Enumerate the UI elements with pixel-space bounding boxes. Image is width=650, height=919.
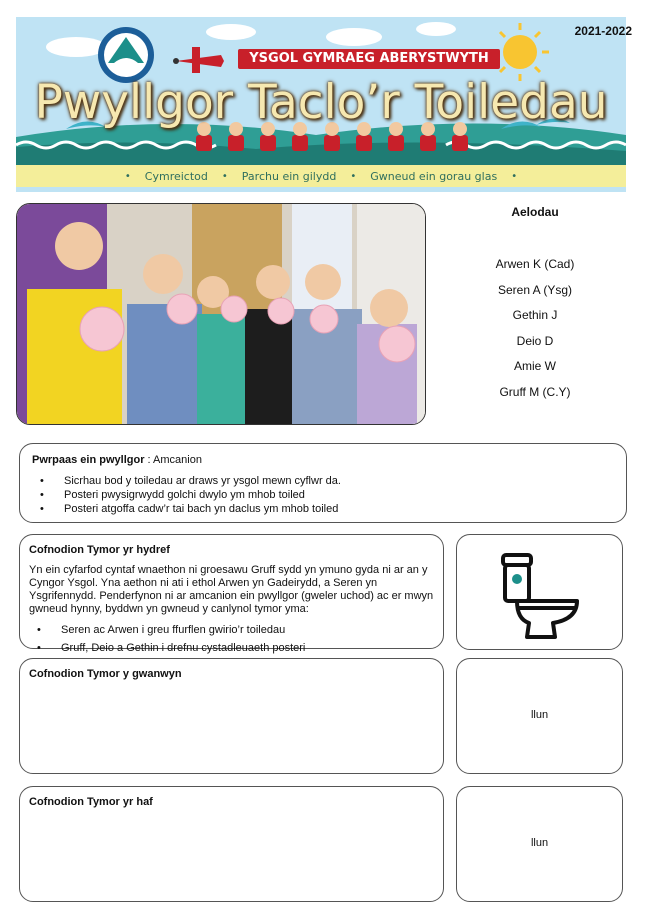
member-item: Gethin J <box>512 308 558 322</box>
autumn-list <box>29 624 434 654</box>
school-name-ribbon: YSGOL GYMRAEG ABERYSTWYTH <box>238 49 500 69</box>
spring-notes-box <box>19 658 444 774</box>
summer-heading: Cofnodion Tymor yr haf <box>29 796 153 808</box>
list-item: • Seren ac Arwen i greu ffurflen gwirio’r toiledau <box>29 624 434 636</box>
list-item: • Posteri pwysigrwydd golchi dwylo ym mhob toiled <box>32 488 614 502</box>
school-year: 2021-2022 <box>574 24 632 38</box>
member-item: Seren A (Ysg) <box>497 282 573 297</box>
toilet-icon <box>457 535 624 651</box>
picture-label: llun <box>530 837 549 849</box>
spring-picture-box <box>456 658 623 774</box>
member-item: Amie W <box>514 359 556 373</box>
value-respect: Parchu ein gilydd <box>241 169 337 183</box>
toilet-picture-box <box>456 534 623 650</box>
page-title: Pwyllgor Taclo’r Toiledau <box>34 75 608 130</box>
value-best-effort: Gwneud ein gorau glas <box>370 169 498 183</box>
purpose-subtitle: Amcanion <box>153 454 202 466</box>
member-item: Deio D <box>516 333 554 348</box>
bullet-dot: • <box>350 170 357 182</box>
summer-picture-box <box>456 786 623 902</box>
purpose-list <box>32 474 614 516</box>
purpose-label: Pwrpaas ein pwyllgor <box>32 454 145 466</box>
purpose-box <box>19 443 627 523</box>
purpose-heading <box>32 454 614 466</box>
autumn-text: Yn ein cyfarfod cyntaf wnaethon ni groesawu Gruff sydd yn ymuno gyda ni ar an y Cyngor Ysgol. Yna aethon ni ati i ethol Arwen yn Gadeirydd, a Seren yn Ysgrifennydd. Penderfynon ni ar amcanion ein pwyllgor (gweler uchod) ac er mwyn gwneud hynny, byddwn yn gwneud y canlynol tymor yma: <box>29 564 434 615</box>
bullet-dot: • <box>124 170 131 182</box>
member-item: Arwen K (Cad) <box>495 257 575 271</box>
school-values-bar <box>16 165 626 187</box>
list-item: • Gruff, Deio a Gethin i drefnu cystadleuaeth posteri <box>29 642 434 654</box>
purpose-separator: : <box>144 454 154 466</box>
bullet-dot: • <box>221 170 228 182</box>
spring-heading: Cofnodion Tymor y gwanwyn <box>29 668 182 680</box>
header-banner <box>16 17 626 192</box>
list-item: • Posteri atgoffa cadw’r tai bach yn daclus ym mhob toiled <box>32 502 614 516</box>
value-welshness: Cymreictod <box>144 169 208 183</box>
committee-photo <box>16 203 426 425</box>
members-list <box>440 205 630 405</box>
bullet-dot: • <box>511 170 518 182</box>
summer-notes-box <box>19 786 444 902</box>
list-item: • Sicrhau bod y toiledau ar draws yr ysgol mewn cyflwr da. <box>32 474 614 488</box>
picture-label: llun <box>530 709 549 721</box>
members-heading: Aelodau <box>511 205 559 219</box>
photo-illustration <box>17 204 425 424</box>
autumn-notes-box <box>19 534 444 654</box>
member-item: Gruff M (C.Y) <box>499 384 571 399</box>
autumn-heading: Cofnodion Tymor yr hydref <box>29 544 170 556</box>
